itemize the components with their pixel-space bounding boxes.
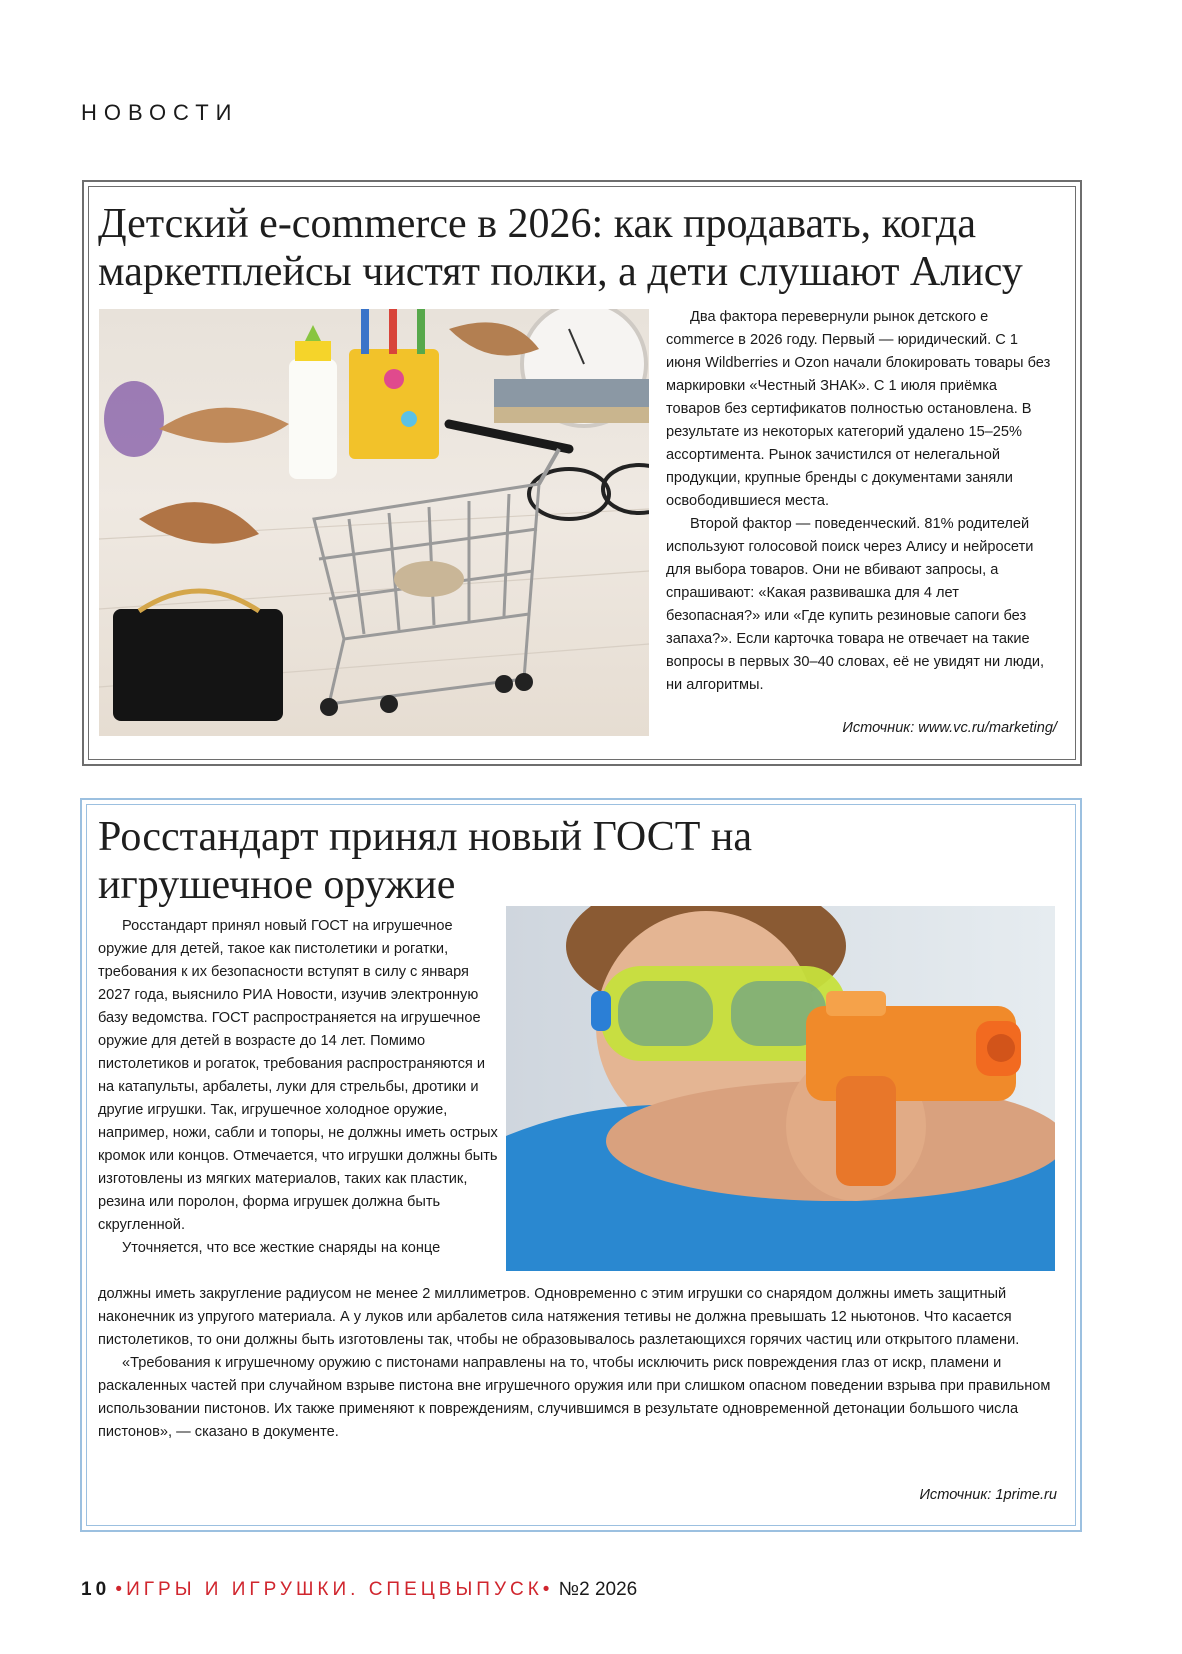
page-footer bbox=[81, 1579, 637, 1601]
article-title-gost: Росстандарт принял новый ГОСТ на игрушечное оружие bbox=[98, 814, 753, 908]
paragraph: Второй фактор — поведенческий. 81% родителей используют голосовой поиск через Алису и нейросети для выбора товаров. Они не вбивают запросы, а спрашивают: «Какая развивашка для 4 лет безопасная?» или «Где купить резиновые сапоги без запаха?». Если карточка товара не отвечает на такие вопросы в первых 30–40 словах, её не увидят ни люди, ни алгоритмы. bbox=[666, 516, 1045, 693]
section-label: НОВОСТИ bbox=[81, 100, 239, 125]
article-body-gost-wrap bbox=[98, 915, 498, 1260]
paragraph: должны иметь закругление радиусом не менее 2 миллиметров. Одновременно с этим игрушки со снарядом должны иметь защитный наконечник из упругого материала. А у луков или арбалетов сила натяжения тетивы не должна превышать 12 ньютонов. Что касается пистолетиков, то они должны быть изготовлены так, чтобы не образовывалось разлетающихся горячих частиц или открытого пламени. bbox=[98, 1286, 1020, 1348]
source-ecommerce: Источник: www.vc.ru/marketing/ bbox=[842, 720, 1057, 736]
magazine-name: •ИГРЫ И ИГРУШКИ. СПЕЦВЫПУСК• bbox=[115, 1579, 554, 1600]
page-number: 10 bbox=[81, 1579, 111, 1600]
source-gost: Источник: 1prime.ru bbox=[919, 1487, 1057, 1503]
paragraph: Два фактора перевернули рынок детского e commerce в 2026 году. Первый — юридический. С 1 июня Wildberries и Ozon начали блокировать товары без маркировки «Честный ЗНАК». С 1 июля приёмка товаров без сертификатов полностью остановлена. В результате из некоторых категорий удалено 15–25% ассортимента. Рынок зачистился от нелегальной продукции, крупные бренды с документами заняли освободившиеся места. bbox=[666, 309, 1051, 509]
article-body-ecommerce bbox=[666, 306, 1054, 697]
boy-with-toy-gun-photo bbox=[506, 906, 1055, 1271]
article-title-ecommerce: Детский e-commerce в 2026: как продавать, когда маркетплейсы чистят полки, а дети слушают Алису bbox=[98, 201, 1023, 295]
paragraph: Росстандарт принял новый ГОСТ на игрушечное оружие для детей, такое как пистолетики и рогатки, требования к их безопасности вступят в силу с января 2027 года, выяснило РИА Новости, изучив электронную базу ведомства. ГОСТ распространяется на игрушечное оружие для детей в возрасте до 14 лет. Помимо пистолетиков и рогаток, требования распространяются и на катапульты, арбалеты, луки для стрельбы, дротики и другие игрушки. Так, игрушечное холодное оружие, например, ножи, сабли и топоры, не должны иметь острых кромок или концов. Отмечается, что игрушки должны быть изготовлены из мягких материалов, таких как пластик, резина или поролон, форма игрушек должна быть скругленной. bbox=[98, 918, 498, 1233]
paragraph: «Требования к игрушечному оружию с пистонами направлены на то, чтобы исключить риск повреждения глаз от искр, пламени и раскаленных частей при случайном взрыве пистона вне игрушечного оружия или при слишком опасном поведении взрыва при правильном использовании пистонов. Их также применяют к повреждениям, случившимся в результате одновременной детонации большого числа пистонов», — сказано в документе. bbox=[98, 1355, 1051, 1440]
issue-number: №2 2026 bbox=[558, 1579, 638, 1600]
shopping-cart-photo bbox=[99, 309, 649, 736]
paragraph: Уточняется, что все жесткие снаряды на конце bbox=[122, 1240, 441, 1256]
article-body-gost-full bbox=[98, 1283, 1058, 1444]
